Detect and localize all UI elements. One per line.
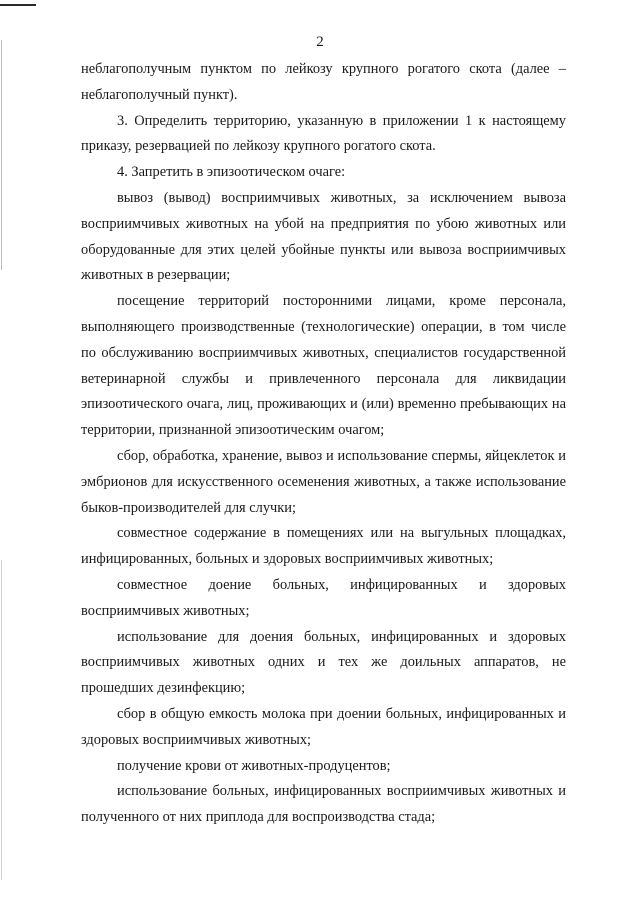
document-body — [81, 57, 566, 831]
prohibition-joint-milking: совместное доение больных, инфицированных и здоровых восприимчивых животных; — [81, 576, 566, 619]
prohibition-breeding: использование больных, инфицированных восприимчивых животных и полученного от них приплода для воспроизводства стада; — [81, 783, 566, 826]
prohibition-milking-machines: использование для доения больных, инфицированных и здоровых восприимчивых животных одних и тех же доильных аппаратов, не прошедших дезинфекцию; — [81, 628, 566, 697]
prohibition-joint-keeping: совместное содержание в помещениях или на выгульных площадках, инфицированных, больных и здоровых восприимчивых животных; — [81, 525, 566, 568]
page-number: 2 — [316, 34, 324, 50]
scan-edge-line — [1, 560, 2, 880]
prohibition-semen: сбор, обработка, хранение, вывоз и использование спермы, яйцеклеток и эмбрионов для искусственного осеменения животных, а также использование быков-производителей для случки; — [81, 447, 566, 516]
prohibition-milk-collection: сбор в общую емкость молока при доении больных, инфицированных и здоровых восприимчивых животных; — [81, 705, 566, 748]
scan-corner-mark — [0, 4, 36, 6]
paragraph-continuation: неблагополучным пунктом по лейкозу крупного рогатого скота (далее – неблагополучный пункт). — [81, 61, 566, 103]
prohibition-export: вывоз (вывод) восприимчивых животных, за исключением вывоза восприимчивых животных на убой на предприятия по убою животных или оборудованные для этих целей убойные пункты или вывоза восприимчивых животных в резервации; — [81, 189, 566, 284]
paragraph-item-4: 4. Запретить в эпизоотическом очаге: — [117, 164, 346, 181]
prohibition-visits: посещение территорий посторонними лицами, кроме персонала, выполняющего производственные (технологические) операции, в том числе по обслуживанию восприимчивых животных, специалистов государственной ветеринарной службы и привлеченного персонала для ликвидации эпизоотического очага, лиц, проживающих и (или) временно пребывающих на территории, признанной эпизоотическим очагом; — [81, 293, 566, 439]
paragraph-item-3: 3. Определить территорию, указанную в приложении 1 к настоящему приказу, резервацией по лейкозу крупного рогатого скота. — [81, 112, 566, 155]
prohibition-blood: получение крови от животных-продуцентов; — [117, 757, 391, 774]
scan-edge-line — [1, 40, 2, 270]
